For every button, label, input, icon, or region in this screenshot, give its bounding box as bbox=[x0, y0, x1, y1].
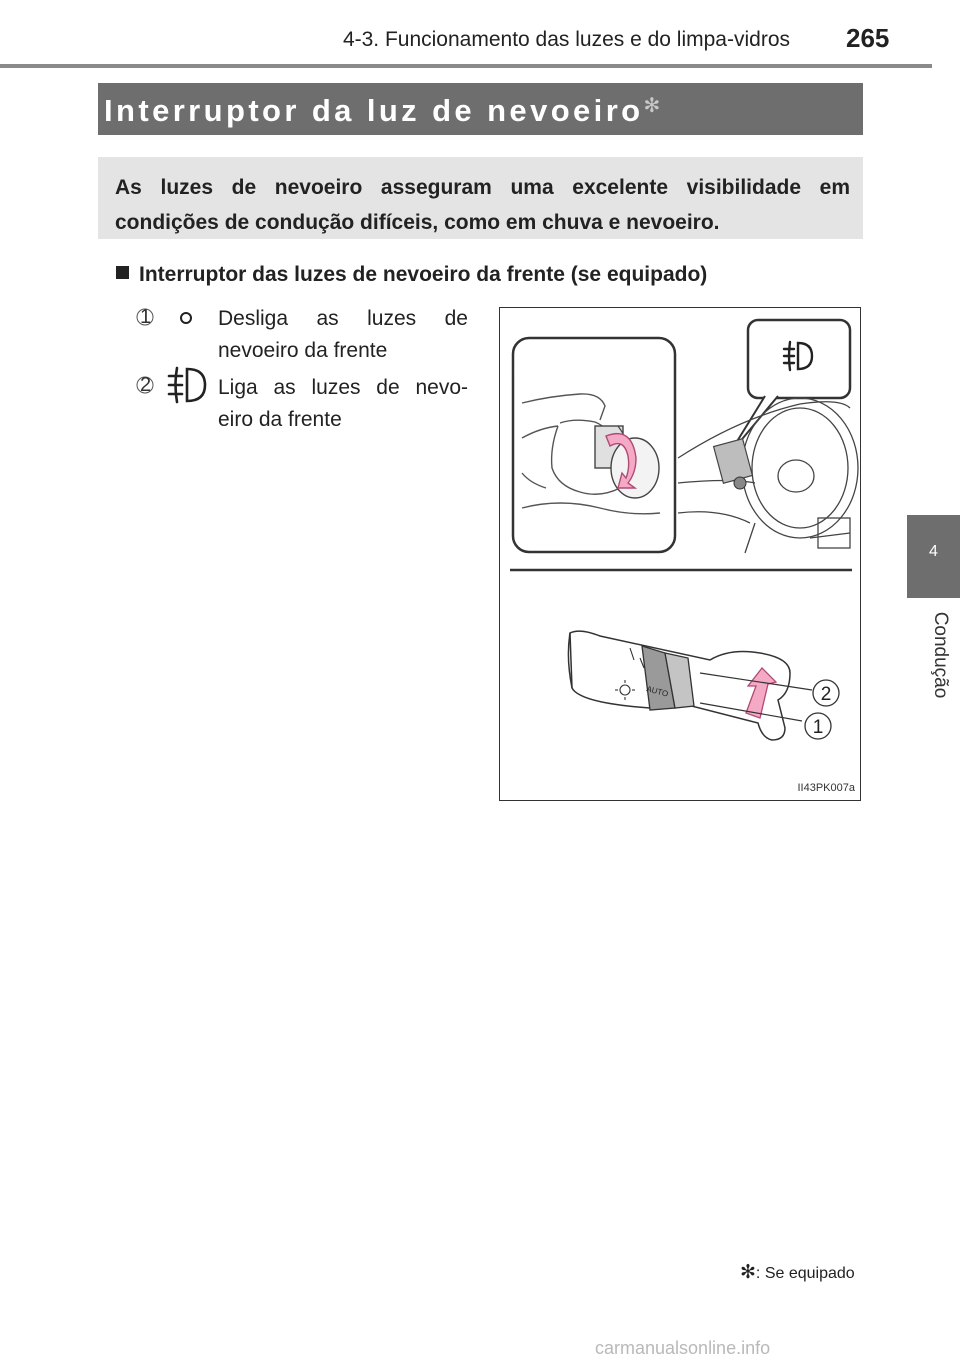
svg-text:AUTO: AUTO bbox=[645, 684, 670, 699]
footnote-text: : Se equipado bbox=[755, 1265, 855, 1282]
section-heading-text: Interruptor das luzes de nevoeiro da frente (se equipado) bbox=[139, 263, 708, 286]
figure-illustration bbox=[500, 308, 862, 802]
item-number-2: 2 bbox=[140, 374, 151, 397]
item-1-description bbox=[218, 303, 468, 367]
off-circle-icon bbox=[178, 310, 194, 326]
chapter-tab[interactable] bbox=[907, 515, 960, 598]
fog-light-switch-figure bbox=[499, 307, 861, 801]
steering-wheel-illustration bbox=[678, 398, 858, 553]
header-rule bbox=[0, 64, 932, 68]
equipped-marker-icon: ✻ bbox=[643, 95, 664, 117]
item-1-line-1: Desliga as luzes de bbox=[218, 307, 468, 330]
stalk-illustration bbox=[714, 439, 753, 483]
watermark[interactable]: carmanualsonline.info bbox=[595, 1338, 771, 1358]
page-title-text: Interruptor da luz de nevoeiro bbox=[104, 93, 644, 128]
item-1-line-2: nevoeiro da frente bbox=[218, 339, 388, 362]
title-bar bbox=[98, 83, 863, 135]
item-number-1: 1 bbox=[140, 306, 151, 329]
page-number: 265 bbox=[846, 23, 890, 53]
section-heading bbox=[116, 263, 707, 287]
page-title bbox=[104, 93, 664, 129]
item-2-line-2: eiro da frente bbox=[218, 408, 342, 431]
combination-switch-illustration bbox=[568, 631, 812, 740]
switch-knob-dot bbox=[734, 477, 746, 489]
item-2-description bbox=[218, 372, 468, 436]
figure-code: II43PK007a bbox=[797, 782, 855, 794]
chapter-tab-number: 4 bbox=[929, 543, 938, 560]
fog-symbol-bubble bbox=[728, 320, 850, 456]
square-bullet-icon bbox=[116, 266, 129, 279]
chapter-tab-label: Condução bbox=[930, 611, 951, 699]
footnote bbox=[740, 1261, 855, 1284]
intro-text: As luzes de nevoeiro asseguram uma excelente visibilidade em condições de condução difíceis, como em chuva e nevoeiro. bbox=[115, 176, 850, 234]
callout-1-label: 1 bbox=[812, 717, 824, 738]
front-fog-light-icon bbox=[165, 365, 209, 405]
intro-box bbox=[98, 157, 863, 239]
callout-2-label: 2 bbox=[820, 684, 832, 705]
header-section-title: 4-3. Funcionamento das luzes e do limpa-vidros bbox=[342, 28, 790, 51]
equipped-marker-icon: ✻ bbox=[740, 1262, 756, 1283]
item-2-line-1: Liga as luzes de nevo- bbox=[218, 376, 468, 399]
